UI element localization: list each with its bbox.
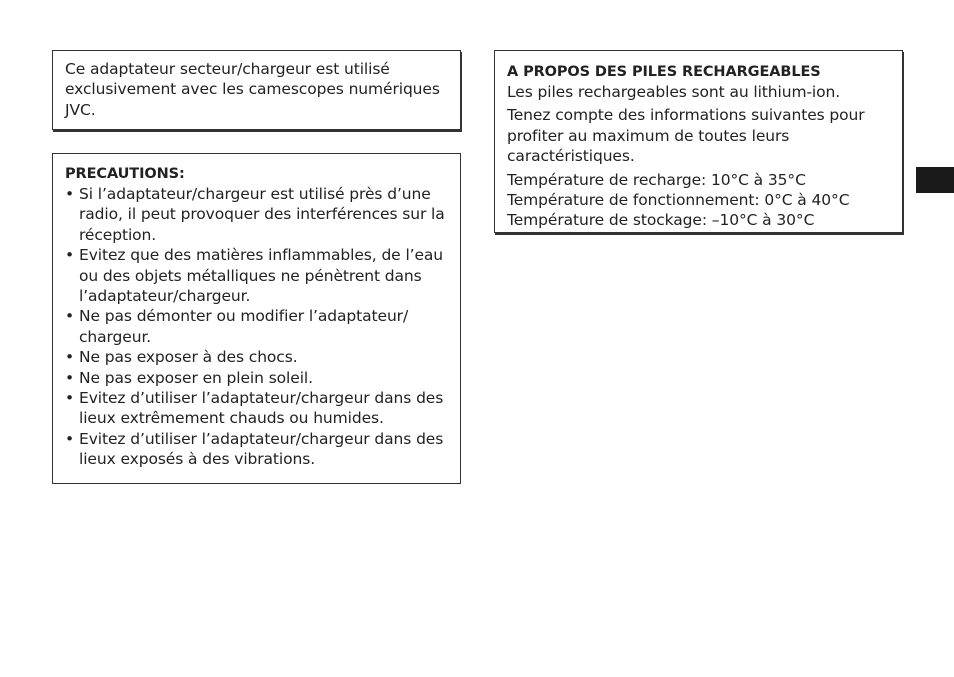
precaution-item: • Evitez d’utiliser l’adaptateur/chargeur dans des lieux exposés à des vibrations. [65,429,450,470]
section-tab-marker [916,167,954,193]
precaution-item: • Evitez que des matières inflammables, de l’eau ou des objets métalliques ne pénètrent dans l’adaptateur/chargeur. [65,245,450,306]
temp-recharge-text: Température de recharge: 10°C à 35°C [507,170,806,189]
temp-operation-text: Température de fonctionnement: 0°C à 40°C [507,191,850,210]
intro-box [52,50,461,130]
precaution-item: • Ne pas démonter ou modifier l’adaptateur/ chargeur. [65,306,450,347]
precaution-item: • Evitez d’utiliser l’adaptateur/chargeur dans des lieux extrêmement chauds ou humides. [65,388,450,429]
precaution-item: • Ne pas exposer en plein soleil. [65,368,450,388]
precautions-box [52,153,461,484]
precautions-heading: PRECAUTIONS: [65,166,185,182]
temp-storage-text: Température de stockage: –10°C à 30°C [507,211,815,230]
precaution-item: • Ne pas exposer à des chocs. [65,347,450,367]
batteries-type-text: Les piles rechargeables sont au lithium-ion. [507,83,841,101]
batteries-advice-text: Tenez compte des informations suivantes pour profiter au maximum de toutes leurs caractéristiques. [507,106,865,166]
batteries-heading: A PROPOS DES PILES RECHARGEABLES [507,64,821,80]
intro-text: Ce adaptateur secteur/chargeur est utilisé exclusivement avec les camescopes numériques JVC. [65,60,440,119]
precautions-list [65,184,450,470]
batteries-box [494,50,903,233]
precaution-item: • Si l’adaptateur/chargeur est utilisé près d’une radio, il peut provoquer des interférences sur la réception. [65,184,450,245]
